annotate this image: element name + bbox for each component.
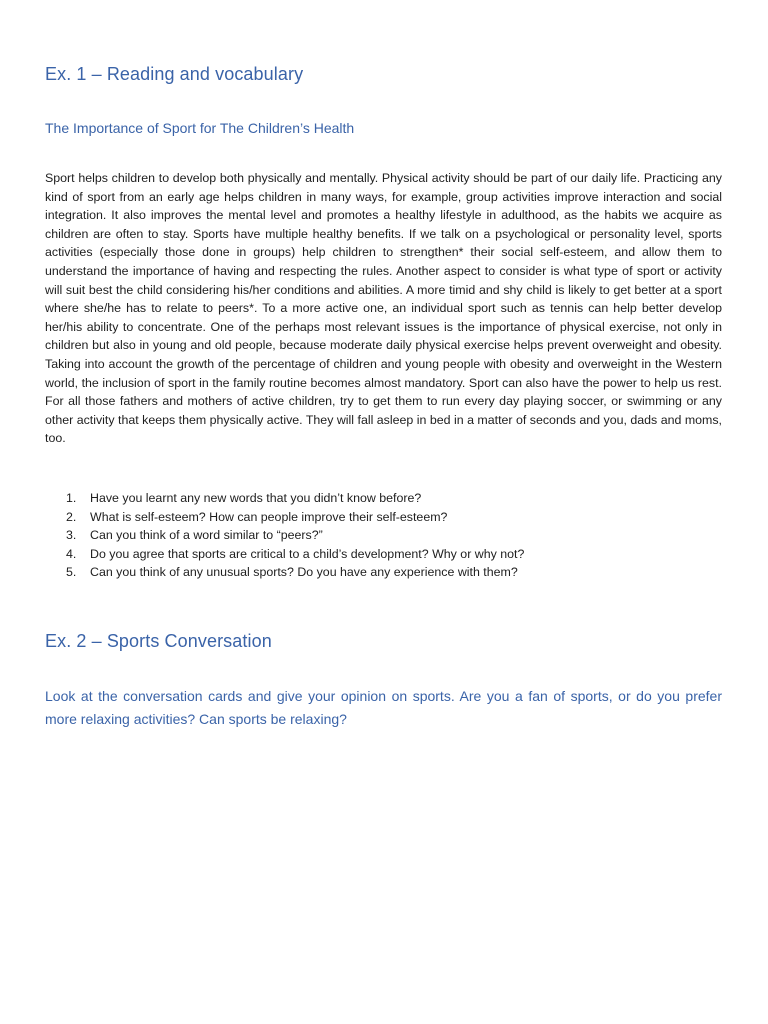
exercise-2-prompt: Look at the conversation cards and give your opinion on sports. Are you a fan of sports, or do you prefer more relaxing activities? Can sports be relaxing?	[45, 688, 722, 727]
question-text: Have you learnt any new words that you didn’t know before?	[90, 491, 422, 505]
question-text: What is self-esteem? How can people improve their self-esteem?	[90, 509, 448, 524]
question-text: Do you agree that sports are critical to a child’s development? Why or why not?	[90, 546, 525, 561]
question-number: 4.	[66, 546, 77, 561]
question-number: 1.	[66, 491, 77, 505]
question-text: Can you think of any unusual sports? Do you have any experience with them?	[90, 565, 518, 580]
question-number: 2.	[66, 509, 77, 524]
question-item	[45, 545, 722, 564]
question-number: 3.	[66, 528, 77, 543]
question-number: 5.	[66, 565, 77, 580]
question-item	[45, 508, 722, 527]
article-paragraph: Sport helps children to develop both physically and mentally. Physical activity should be part of our daily life. Practicing any kind of sport from an early age helps children in many ways, for example, group activities improve interaction and social integration. It also improves the mental level and promotes a healthy lifestyle in adulthood, as the habits we acquire as children are often to stay. Sports have multiple healthy benefits. If we talk on a psychological or personality level, sports activities (especially those done in groups) help children to strengthen* their social self-esteem, and allow them to understand the importance of having and respecting the rules. Another aspect to consider is what type of sport or activity will suit best the child considering his/her conditions and abilities. A more timid and shy child is likely to get better at a sport where she/he has to relate to peers*. To a more active one, an individual sport such as tennis can help better develop her/his ability to concentrate. One of the perhaps most relevant issues is the importance of physical exercise, not only in children but also in young and old people, because moderate daily physical exercise helps prevent overweight and obesity. Taking into account the growth of the percentage of children and young people with obesity and overweight in the Western world, the inclusion of sport in the family routine becomes almost mandatory. Sport can also have the power to help us rest. For all those fathers and mothers of active children, try to get them to run every day playing soccer, or swimming or any other activity that keeps them physically active. They will fall asleep in bed in a matter of seconds and you, dads and moms, too.	[45, 171, 722, 446]
exercise-2-title: Ex. 2 – Sports Conversation	[45, 631, 272, 651]
question-text: Can you think of a word similar to “peers?”	[90, 528, 323, 543]
article-title: The Importance of Sport for The Children’s Health	[45, 120, 355, 136]
question-item	[45, 526, 722, 545]
exercise-1-title: Ex. 1 – Reading and vocabulary	[45, 64, 304, 84]
question-item	[45, 563, 722, 582]
question-item	[45, 489, 722, 508]
question-list	[45, 489, 722, 582]
